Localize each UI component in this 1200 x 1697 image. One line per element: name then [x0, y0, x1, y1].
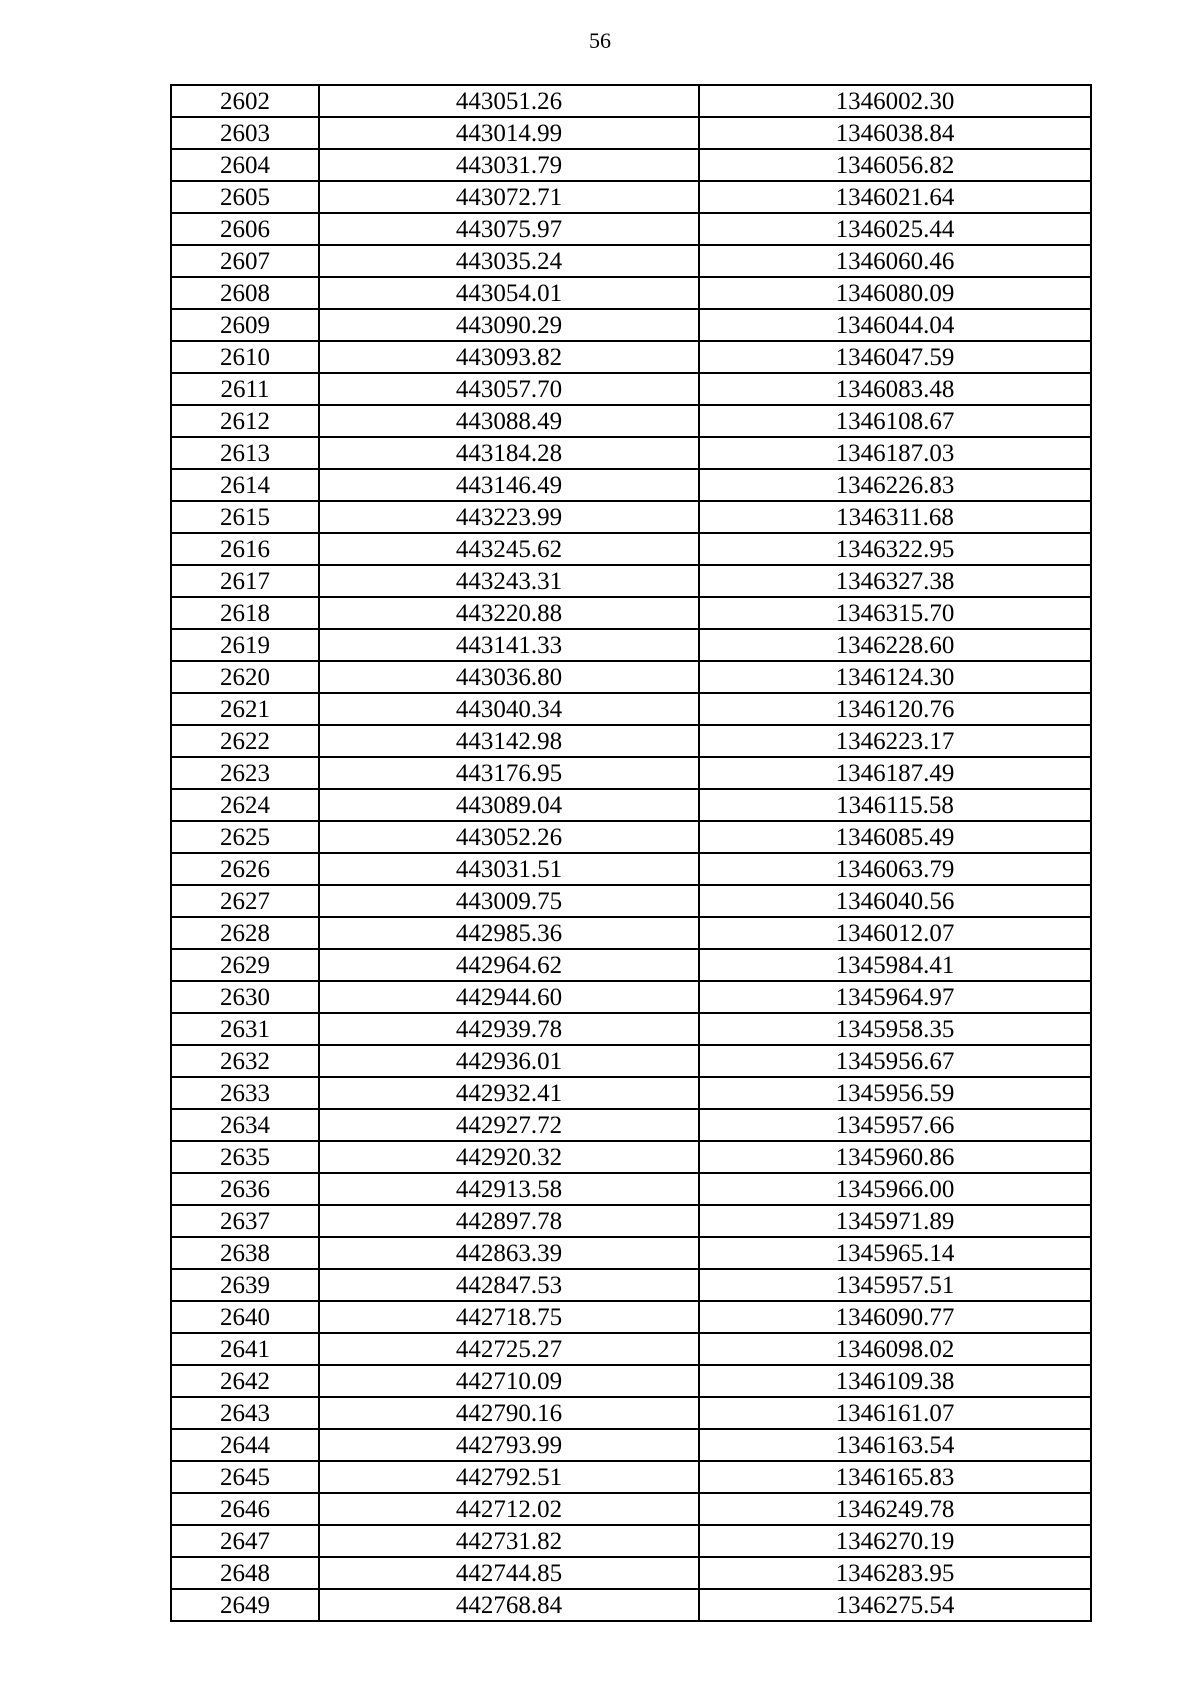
- x-coordinate-cell: 442725.27: [319, 1333, 699, 1365]
- table-row: [171, 1557, 1091, 1589]
- x-coordinate-cell: 442768.84: [319, 1589, 699, 1621]
- table-row: [171, 1045, 1091, 1077]
- table-row: [171, 1429, 1091, 1461]
- y-coordinate-cell: 1346085.49: [699, 821, 1091, 853]
- table-row: [171, 853, 1091, 885]
- point-number-cell: 2604: [171, 149, 319, 181]
- table-row: [171, 1301, 1091, 1333]
- point-number-cell: 2630: [171, 981, 319, 1013]
- x-coordinate-cell: 442944.60: [319, 981, 699, 1013]
- table-row: [171, 1525, 1091, 1557]
- point-number-cell: 2613: [171, 437, 319, 469]
- y-coordinate-cell: 1346187.49: [699, 757, 1091, 789]
- point-number-cell: 2642: [171, 1365, 319, 1397]
- y-coordinate-cell: 1345984.41: [699, 949, 1091, 981]
- point-number-cell: 2611: [171, 373, 319, 405]
- x-coordinate-cell: 442964.62: [319, 949, 699, 981]
- y-coordinate-cell: 1346161.07: [699, 1397, 1091, 1429]
- table-row: [171, 1397, 1091, 1429]
- y-coordinate-cell: 1346270.19: [699, 1525, 1091, 1557]
- x-coordinate-cell: 442790.16: [319, 1397, 699, 1429]
- table-row: [171, 1461, 1091, 1493]
- table-row: [171, 1269, 1091, 1301]
- x-coordinate-cell: 442927.72: [319, 1109, 699, 1141]
- y-coordinate-cell: 1346226.83: [699, 469, 1091, 501]
- x-coordinate-cell: 443141.33: [319, 629, 699, 661]
- y-coordinate-cell: 1346228.60: [699, 629, 1091, 661]
- table-row: [171, 757, 1091, 789]
- point-number-cell: 2618: [171, 597, 319, 629]
- y-coordinate-cell: 1346322.95: [699, 533, 1091, 565]
- point-number-cell: 2617: [171, 565, 319, 597]
- x-coordinate-cell: 443036.80: [319, 661, 699, 693]
- y-coordinate-cell: 1346124.30: [699, 661, 1091, 693]
- point-number-cell: 2641: [171, 1333, 319, 1365]
- table-row: [171, 373, 1091, 405]
- point-number-cell: 2602: [171, 85, 319, 117]
- table-row: [171, 565, 1091, 597]
- x-coordinate-cell: 443035.24: [319, 245, 699, 277]
- x-coordinate-cell: 443075.97: [319, 213, 699, 245]
- x-coordinate-cell: 442920.32: [319, 1141, 699, 1173]
- x-coordinate-cell: 443089.04: [319, 789, 699, 821]
- point-number-cell: 2638: [171, 1237, 319, 1269]
- x-coordinate-cell: 443220.88: [319, 597, 699, 629]
- x-coordinate-cell: 442710.09: [319, 1365, 699, 1397]
- x-coordinate-cell: 443176.95: [319, 757, 699, 789]
- y-coordinate-cell: 1346080.09: [699, 277, 1091, 309]
- y-coordinate-cell: 1346223.17: [699, 725, 1091, 757]
- table-row: [171, 1493, 1091, 1525]
- x-coordinate-cell: 443052.26: [319, 821, 699, 853]
- x-coordinate-cell: 443090.29: [319, 309, 699, 341]
- point-number-cell: 2637: [171, 1205, 319, 1237]
- point-number-cell: 2640: [171, 1301, 319, 1333]
- table-row: [171, 437, 1091, 469]
- table-row: [171, 405, 1091, 437]
- coordinates-table-body: [171, 85, 1091, 1621]
- x-coordinate-cell: 442936.01: [319, 1045, 699, 1077]
- point-number-cell: 2633: [171, 1077, 319, 1109]
- x-coordinate-cell: 442897.78: [319, 1205, 699, 1237]
- table-row: [171, 693, 1091, 725]
- y-coordinate-cell: 1345971.89: [699, 1205, 1091, 1237]
- y-coordinate-cell: 1346044.04: [699, 309, 1091, 341]
- y-coordinate-cell: 1346283.95: [699, 1557, 1091, 1589]
- x-coordinate-cell: 442939.78: [319, 1013, 699, 1045]
- y-coordinate-cell: 1346108.67: [699, 405, 1091, 437]
- table-row: [171, 629, 1091, 661]
- x-coordinate-cell: 443009.75: [319, 885, 699, 917]
- point-number-cell: 2625: [171, 821, 319, 853]
- point-number-cell: 2610: [171, 341, 319, 373]
- y-coordinate-cell: 1345966.00: [699, 1173, 1091, 1205]
- table-row: [171, 181, 1091, 213]
- point-number-cell: 2648: [171, 1557, 319, 1589]
- x-coordinate-cell: 442744.85: [319, 1557, 699, 1589]
- x-coordinate-cell: 443184.28: [319, 437, 699, 469]
- x-coordinate-cell: 442793.99: [319, 1429, 699, 1461]
- y-coordinate-cell: 1346040.56: [699, 885, 1091, 917]
- point-number-cell: 2614: [171, 469, 319, 501]
- table-row: [171, 1173, 1091, 1205]
- point-number-cell: 2616: [171, 533, 319, 565]
- table-row: [171, 917, 1091, 949]
- x-coordinate-cell: 443057.70: [319, 373, 699, 405]
- table-row: [171, 949, 1091, 981]
- x-coordinate-cell: 442913.58: [319, 1173, 699, 1205]
- table-row: [171, 1589, 1091, 1621]
- table-row: [171, 309, 1091, 341]
- point-number-cell: 2644: [171, 1429, 319, 1461]
- point-number-cell: 2607: [171, 245, 319, 277]
- point-number-cell: 2645: [171, 1461, 319, 1493]
- point-number-cell: 2639: [171, 1269, 319, 1301]
- table-row: [171, 725, 1091, 757]
- y-coordinate-cell: 1346038.84: [699, 117, 1091, 149]
- point-number-cell: 2646: [171, 1493, 319, 1525]
- x-coordinate-cell: 443031.51: [319, 853, 699, 885]
- x-coordinate-cell: 443223.99: [319, 501, 699, 533]
- y-coordinate-cell: 1346163.54: [699, 1429, 1091, 1461]
- x-coordinate-cell: 443093.82: [319, 341, 699, 373]
- table-row: [171, 981, 1091, 1013]
- table-row: [171, 1333, 1091, 1365]
- table-row: [171, 1013, 1091, 1045]
- table-row: [171, 789, 1091, 821]
- y-coordinate-cell: 1346021.64: [699, 181, 1091, 213]
- table-row: [171, 85, 1091, 117]
- point-number-cell: 2623: [171, 757, 319, 789]
- table-row: [171, 117, 1091, 149]
- x-coordinate-cell: 442731.82: [319, 1525, 699, 1557]
- x-coordinate-cell: 443088.49: [319, 405, 699, 437]
- x-coordinate-cell: 443014.99: [319, 117, 699, 149]
- table-row: [171, 1077, 1091, 1109]
- y-coordinate-cell: 1346275.54: [699, 1589, 1091, 1621]
- table-row: [171, 213, 1091, 245]
- table-row: [171, 245, 1091, 277]
- table-row: [171, 469, 1091, 501]
- table-row: [171, 1141, 1091, 1173]
- y-coordinate-cell: 1345956.59: [699, 1077, 1091, 1109]
- x-coordinate-cell: 443243.31: [319, 565, 699, 597]
- x-coordinate-cell: 442792.51: [319, 1461, 699, 1493]
- y-coordinate-cell: 1346249.78: [699, 1493, 1091, 1525]
- x-coordinate-cell: 442863.39: [319, 1237, 699, 1269]
- page-number: 56: [589, 28, 611, 53]
- table-row: [171, 1205, 1091, 1237]
- y-coordinate-cell: 1346047.59: [699, 341, 1091, 373]
- point-number-cell: 2643: [171, 1397, 319, 1429]
- point-number-cell: 2635: [171, 1141, 319, 1173]
- point-number-cell: 2629: [171, 949, 319, 981]
- y-coordinate-cell: 1346083.48: [699, 373, 1091, 405]
- point-number-cell: 2649: [171, 1589, 319, 1621]
- point-number-cell: 2620: [171, 661, 319, 693]
- y-coordinate-cell: 1345956.67: [699, 1045, 1091, 1077]
- table-row: [171, 885, 1091, 917]
- y-coordinate-cell: 1345965.14: [699, 1237, 1091, 1269]
- x-coordinate-cell: 443031.79: [319, 149, 699, 181]
- x-coordinate-cell: 442985.36: [319, 917, 699, 949]
- x-coordinate-cell: 443245.62: [319, 533, 699, 565]
- y-coordinate-cell: 1346115.58: [699, 789, 1091, 821]
- y-coordinate-cell: 1346165.83: [699, 1461, 1091, 1493]
- table-row: [171, 1109, 1091, 1141]
- point-number-cell: 2626: [171, 853, 319, 885]
- x-coordinate-cell: 442932.41: [319, 1077, 699, 1109]
- point-number-cell: 2622: [171, 725, 319, 757]
- x-coordinate-cell: 443142.98: [319, 725, 699, 757]
- x-coordinate-cell: 443072.71: [319, 181, 699, 213]
- point-number-cell: 2606: [171, 213, 319, 245]
- y-coordinate-cell: 1346109.38: [699, 1365, 1091, 1397]
- x-coordinate-cell: 443040.34: [319, 693, 699, 725]
- point-number-cell: 2627: [171, 885, 319, 917]
- y-coordinate-cell: 1346012.07: [699, 917, 1091, 949]
- x-coordinate-cell: 442718.75: [319, 1301, 699, 1333]
- point-number-cell: 2647: [171, 1525, 319, 1557]
- point-number-cell: 2628: [171, 917, 319, 949]
- y-coordinate-cell: 1346025.44: [699, 213, 1091, 245]
- point-number-cell: 2624: [171, 789, 319, 821]
- y-coordinate-cell: 1346120.76: [699, 693, 1091, 725]
- table-row: [171, 533, 1091, 565]
- y-coordinate-cell: 1345960.86: [699, 1141, 1091, 1173]
- y-coordinate-cell: 1346098.02: [699, 1333, 1091, 1365]
- point-number-cell: 2631: [171, 1013, 319, 1045]
- table-row: [171, 1237, 1091, 1269]
- x-coordinate-cell: 442712.02: [319, 1493, 699, 1525]
- y-coordinate-cell: 1346311.68: [699, 501, 1091, 533]
- table-row: [171, 277, 1091, 309]
- y-coordinate-cell: 1346060.46: [699, 245, 1091, 277]
- point-number-cell: 2615: [171, 501, 319, 533]
- y-coordinate-cell: 1345957.51: [699, 1269, 1091, 1301]
- point-number-cell: 2636: [171, 1173, 319, 1205]
- y-coordinate-cell: 1345964.97: [699, 981, 1091, 1013]
- y-coordinate-cell: 1346002.30: [699, 85, 1091, 117]
- table-row: [171, 1365, 1091, 1397]
- table-row: [171, 661, 1091, 693]
- y-coordinate-cell: 1346090.77: [699, 1301, 1091, 1333]
- y-coordinate-cell: 1346327.38: [699, 565, 1091, 597]
- point-number-cell: 2605: [171, 181, 319, 213]
- y-coordinate-cell: 1346063.79: [699, 853, 1091, 885]
- table-row: [171, 821, 1091, 853]
- y-coordinate-cell: 1346315.70: [699, 597, 1091, 629]
- coordinates-table: [170, 84, 1092, 1622]
- table-row: [171, 597, 1091, 629]
- y-coordinate-cell: 1345957.66: [699, 1109, 1091, 1141]
- point-number-cell: 2634: [171, 1109, 319, 1141]
- x-coordinate-cell: 443146.49: [319, 469, 699, 501]
- point-number-cell: 2619: [171, 629, 319, 661]
- point-number-cell: 2632: [171, 1045, 319, 1077]
- table-row: [171, 341, 1091, 373]
- x-coordinate-cell: 442847.53: [319, 1269, 699, 1301]
- table-row: [171, 149, 1091, 181]
- point-number-cell: 2609: [171, 309, 319, 341]
- point-number-cell: 2603: [171, 117, 319, 149]
- x-coordinate-cell: 443051.26: [319, 85, 699, 117]
- y-coordinate-cell: 1346056.82: [699, 149, 1091, 181]
- point-number-cell: 2608: [171, 277, 319, 309]
- table-row: [171, 501, 1091, 533]
- y-coordinate-cell: 1345958.35: [699, 1013, 1091, 1045]
- point-number-cell: 2612: [171, 405, 319, 437]
- point-number-cell: 2621: [171, 693, 319, 725]
- x-coordinate-cell: 443054.01: [319, 277, 699, 309]
- y-coordinate-cell: 1346187.03: [699, 437, 1091, 469]
